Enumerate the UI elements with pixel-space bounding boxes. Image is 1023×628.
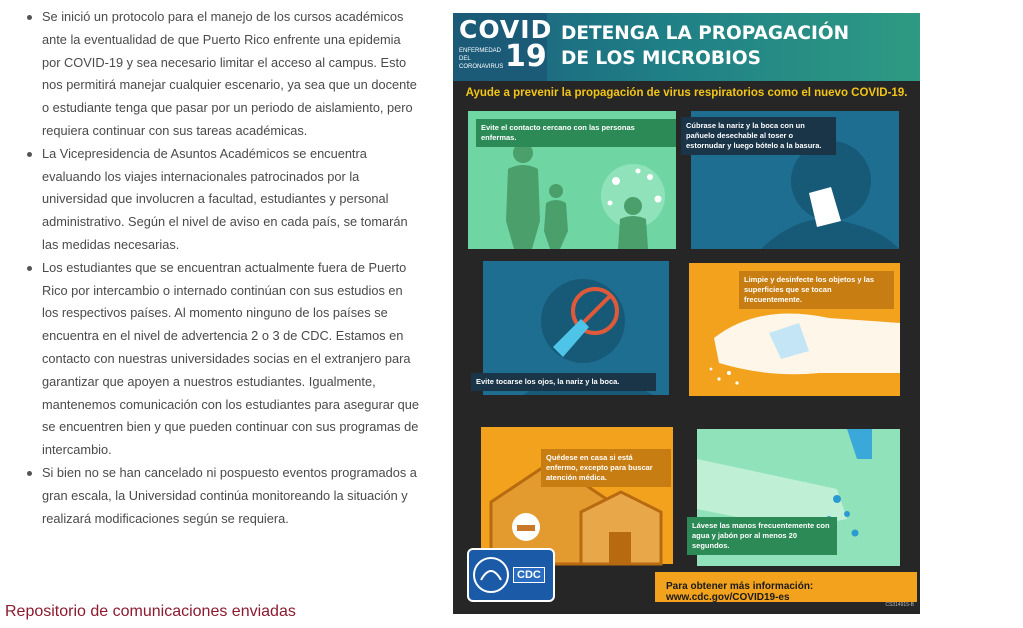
logo-subtext: ENFERMEDAD DEL CORONAVIRUS <box>459 48 504 70</box>
list-item: Se inició un protocolo para el manejo de los cursos académicos ante la eventualidad de que Puerto Rico enfrente una epidemia por COVID-19 y sea necesario limitar el acceso al campus. Esto nos permitirá manejar cualquier escenario, ya sea que un docente o estudiante tenga que pasar por un periodo de aislamiento, pero requiera continuar con sus tareas académicas. <box>22 6 422 143</box>
repository-heading[interactable]: Repositorio de comunicaciones enviadas <box>5 603 296 620</box>
panel-avoid-contact <box>468 111 676 249</box>
list-item: Los estudiantes que se encuentran actualmente fuera de Puerto Rico por intercambio o internado continúan con sus estudios en los respectivos países. Al momento ninguno de los países se encuentra en el nivel de advertencia 2 o 3 de CDC. Estamos en contacto con nuestras universidades socias en el extranjero para garantizar que apoyen a nuestros estudiantes. Igualmente, mantenemos comunicación con los estudiantes para asegurar que se encuentren bien y que pueden continuar con sus programas de intercambio. <box>22 257 422 462</box>
panel-caption: Cúbrase la nariz y la boca con un pañuelo desechable al toser o estornudar y luego bótelo a la basura. <box>681 117 836 155</box>
panel-caption: Evite tocarse los ojos, la nariz y la boca. <box>471 373 656 391</box>
more-info-link[interactable]: Para obtener más información: www.cdc.gov/COVID19-es <box>666 581 814 603</box>
house-illustration <box>481 427 673 564</box>
panel-cover-cough <box>686 111 899 249</box>
cdc-label: CDC <box>513 567 545 583</box>
covid-logo <box>453 13 553 81</box>
panel-caption: Lávese las manos frecuentemente con agua y jabón por al menos 20 segundos. <box>687 517 837 555</box>
cdc-logo <box>467 548 555 602</box>
panel-wash-hands <box>692 429 900 566</box>
poster-title: DETENGA LA PROPAGACIÓN DE LOS MICROBIOS <box>561 23 850 69</box>
panel-clean-surfaces <box>689 263 900 396</box>
covid-poster <box>453 13 920 614</box>
poster-header <box>453 13 920 81</box>
logo-word: COVID <box>459 15 553 44</box>
hhs-eagle-icon <box>471 552 511 598</box>
panel-avoid-touch <box>476 261 669 395</box>
list-item: La Vicepresidencia de Asuntos Académicos se encuentra evaluando los viajes internacionales patrocinados por la universidad que involucren a facultad, estudiantes y personal administrativo. Según el nivel de aviso en cada país, se tomarán las medidas necesarias. <box>22 143 422 257</box>
panel-stay-home <box>481 427 673 564</box>
list-item: Si bien no se han cancelado ni pospuesto eventos programados a gran escala, la Universidad continúa monitoreando la situación y realizará modificaciones según se requiera. <box>22 462 422 530</box>
panel-caption: Limpie y desinfecte los objetos y las superficies que se tocan frecuentemente. <box>739 271 894 309</box>
panel-caption: Quédese en casa si está enfermo, excepto para buscar atención médica. <box>541 449 671 487</box>
poster-subtitle: Ayude a prevenir la propagación de virus respiratorios como el nuevo COVID-19. <box>465 87 908 99</box>
bullet-list <box>22 6 422 530</box>
panel-caption: Evite el contacto cercano con las personas enfermas. <box>476 119 676 147</box>
logo-number: 19 <box>505 39 547 74</box>
poster-code: CS314915-B <box>885 602 914 608</box>
